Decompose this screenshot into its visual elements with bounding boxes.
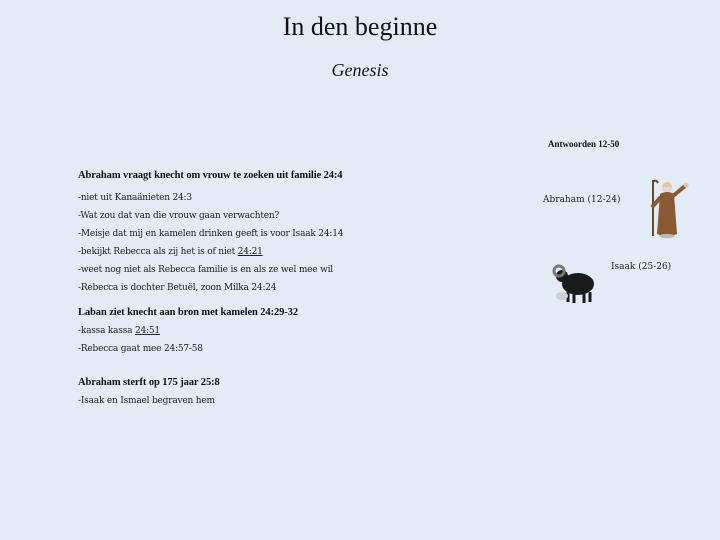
section-abraham-death [78,377,220,410]
list-item: -niet uit Kanaänieten 24:3 [78,193,192,203]
page-subtitle: Genesis [331,60,389,80]
verse-reference: 24:51 [135,326,160,336]
list-item: -Isaak en Ismael begraven hem [78,396,215,406]
answers-label: Antwoorden 12-50 [548,139,620,149]
section-laban [78,307,298,358]
list-item: -Rebecca is dochter Betuël, zoon Milka 24:24 [78,283,277,293]
list-item: -bekijkt Rebecca als zij het is of niet 24:21 [78,247,263,257]
page-title: In den beginne [282,12,438,41]
section-heading: Abraham sterft op 175 jaar 25:8 [78,377,220,388]
list-item: -Rebecca gaat mee 24:57-58 [78,344,203,354]
character-label-isaak: Isaak (25-26) [611,262,672,272]
section-heading: Laban ziet knecht aan bron met kamelen 24:29-32 [78,307,298,318]
character-label-abraham: Abraham (12-24) [543,195,621,205]
ram-icon [552,262,598,310]
verse-reference: 24:21 [237,247,263,257]
list-item: -Wat zou dat van die vrouw gaan verwachten? [78,211,280,221]
section-abraham-servant [78,170,343,297]
list-item: -weet nog niet als Rebecca familie is en als ze wel mee wil [78,265,333,275]
section-heading: Abraham vraagt knecht om vrouw te zoeken uit familie 24:4 [78,170,343,181]
list-item: -Meisje dat mij en kamelen drinken geeft is voor Isaak 24:14 [78,229,344,239]
abraham-figure-icon [645,178,691,244]
list-item: -kassa kassa 24:51 [78,326,160,336]
